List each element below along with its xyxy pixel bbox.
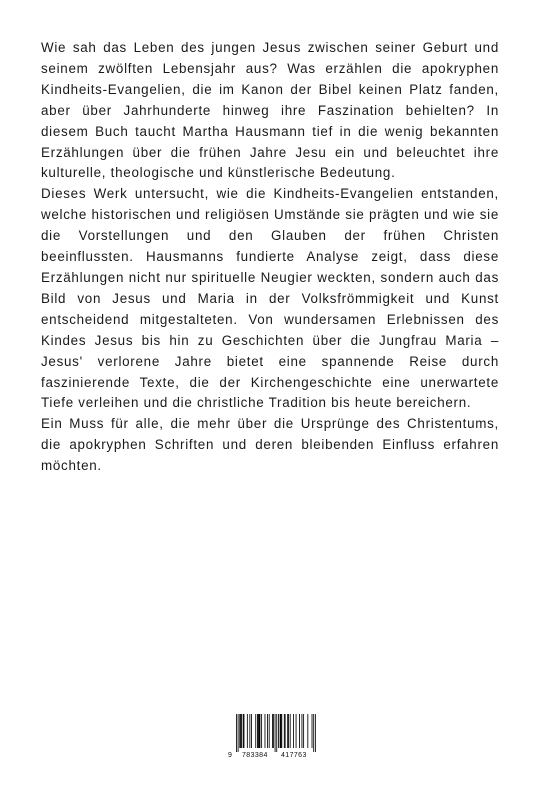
barcode-bar — [284, 714, 285, 748]
barcode-bar — [259, 714, 260, 748]
barcode-right-group: 417763 — [281, 752, 307, 759]
barcode-bar — [244, 714, 245, 748]
barcode-bar — [296, 714, 297, 748]
barcode-bar — [239, 714, 240, 748]
barcode-bar — [312, 714, 313, 748]
barcode-bar — [269, 714, 270, 748]
barcode-left-group: 783384 — [242, 752, 268, 759]
barcode-bar — [273, 714, 274, 748]
barcode-bar — [260, 714, 261, 748]
barcode-bar — [280, 714, 281, 748]
barcode-bar — [236, 714, 237, 752]
blurb-paragraph-1: Wie sah das Leben des jungen Jesus zwischen seiner Geburt und seinem zwölften Lebensjahr aus? Was erzählen die apokryphen Kindheits-Evangelien, die im Kanon der Bibel keinen Platz fanden, aber über Jahrhunderte hinweg ihre Faszination behielten? In diesem Buch taucht Martha Hausmann tief in die wenig bekannten Erzählungen über die frühen Jahre Jesu ein und beleuchtet ihre kulturelle, theologische und künstlerische Bedeutung. — [41, 40, 499, 181]
barcode-bar — [281, 714, 282, 748]
blurb-paragraph-2: Dieses Werk untersucht, wie die Kindheits-Evangelien entstanden, welche historischen und religiösen Umstände sie prägten und wie sie die Vorstellungen und den Glauben der frühen Christen beeinflussten. Hausmanns fundierte Analyse zeigt, dass diese Erzählungen nicht nur spirituelle Neugier weckten, sondern auch das Bild von Jesus und Maria in der Volksfrömmigkeit und Kunst entscheidend mitgestalteten. Von wundersamen Erlebnissen des Kindes Jesus bis hin zu Geschichten über die Jungfrau Maria – Jesus' verlorene Jahre bietet eine spannende Reise durch faszinierende Texte, die der Kirchengeschichte eine unerwartete Tiefe verleihen und die christliche Tradition bis heute bereichern. — [41, 186, 499, 411]
barcode-bar — [293, 714, 294, 748]
barcode-bar — [299, 714, 300, 748]
barcode-digits — [228, 752, 320, 762]
barcode-bars — [228, 713, 320, 753]
barcode-bar — [241, 714, 242, 748]
barcode-bar — [247, 714, 248, 748]
barcode-bar — [249, 714, 250, 748]
barcode-bar — [240, 714, 241, 748]
barcode-bar — [275, 714, 276, 752]
barcode-bar — [257, 714, 258, 748]
blurb-paragraph-3: Ein Muss für alle, die mehr über die Ursprünge des Christentums, die apokryphen Schriften und deren bleibenden Einfluss erfahren möchten. — [41, 416, 499, 474]
barcode-bar — [238, 714, 239, 752]
barcode-bar — [287, 714, 288, 748]
barcode-bar — [278, 714, 279, 748]
barcode-bar — [267, 714, 268, 748]
barcode-bar — [276, 714, 277, 752]
barcode-bar — [315, 714, 316, 752]
barcode-bar — [307, 714, 308, 748]
barcode-lead-digit: 9 — [228, 752, 233, 759]
barcode-bar — [285, 714, 286, 748]
barcode-bar — [313, 714, 314, 752]
barcode-bar — [272, 714, 273, 748]
barcode-bar — [288, 714, 289, 748]
barcode-bar — [265, 714, 266, 748]
barcode-bar — [243, 714, 244, 748]
barcode-bar — [255, 714, 256, 748]
isbn-barcode — [228, 713, 320, 763]
barcode-bar — [251, 714, 252, 748]
barcode-bar — [261, 714, 262, 748]
barcode-bar — [302, 714, 303, 748]
barcode-bar — [303, 714, 304, 748]
blurb-text — [41, 38, 499, 477]
barcode-bar — [258, 714, 259, 748]
barcode-bar — [281, 714, 282, 748]
barcode-bar — [290, 714, 291, 748]
